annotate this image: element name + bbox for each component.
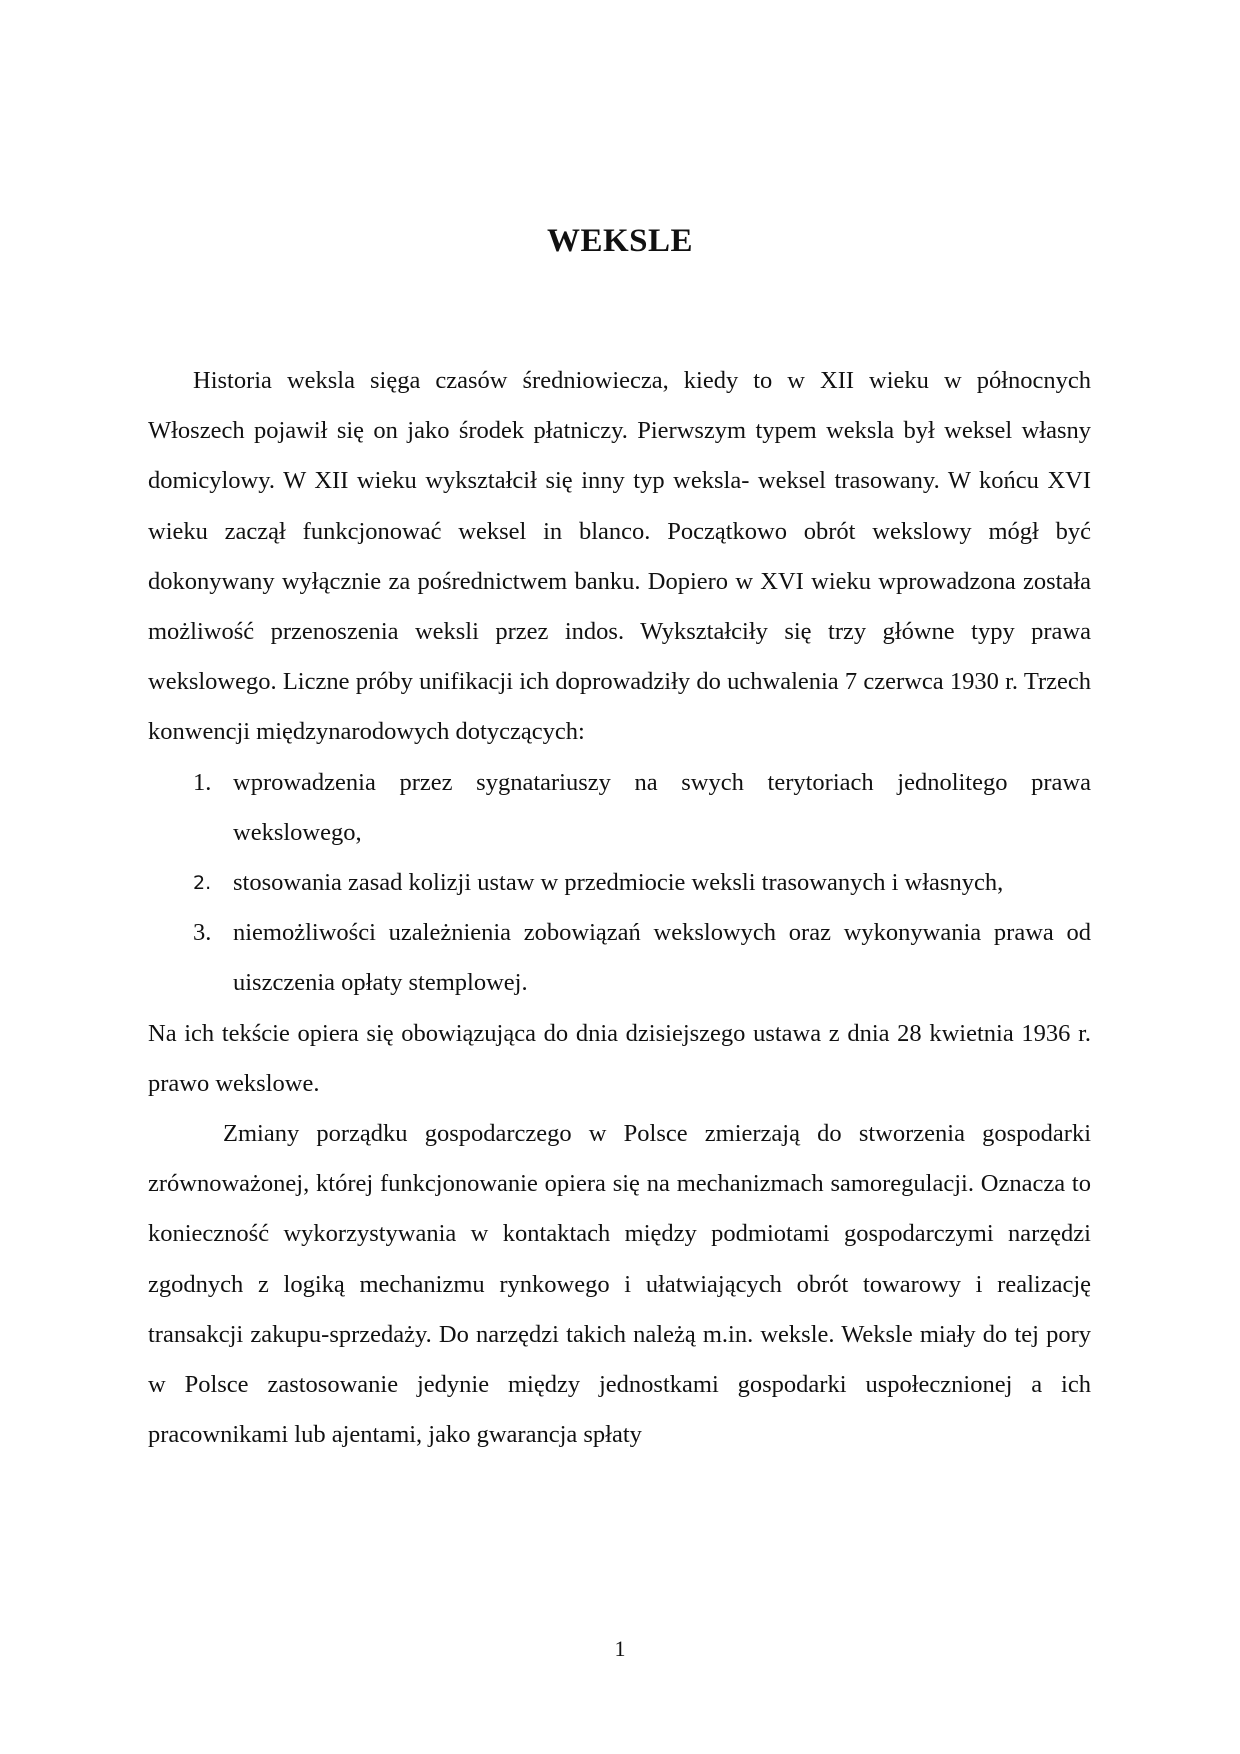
text-line: prawa wekslowego,: [233, 768, 1091, 846]
text-line: prawa od uiszczenia opłaty stemplowej.: [233, 919, 1092, 997]
paragraph-economy: [148, 1109, 1091, 1460]
text-line: czerwca 1930 r. Trzech konwencji międzynarodowych dotyczących:: [148, 668, 1091, 746]
document-title: WEKSLE: [546, 223, 694, 260]
text-line: stosowania zasad kolizji ustaw w przedmiocie weksli trasowanych i: [233, 869, 899, 897]
text-line: weksla był weksel własny domicylowy. W XII wieku wykształcił się inny typ: [148, 417, 1091, 495]
text-line: pory w Polsce zastosowanie jedynie między jednostkami gospodarki: [148, 1320, 1092, 1399]
text-line: wekslowego. Liczne próby unifikacji ich doprowadziły do uchwalenia 7: [148, 668, 858, 696]
text-line: niemożliwości uzależnienia zobowiązań wekslowych oraz wykonywania: [233, 919, 982, 947]
list-item: [148, 908, 1091, 1008]
list-item: [148, 758, 1091, 858]
text-line: własnych,: [904, 869, 1004, 897]
list-number: 3.: [193, 919, 212, 947]
list-item: [148, 858, 1091, 908]
text-line: weksla- weksel trasowany. W końcu XVI wieku zaczął funkcjonować weksel in: [148, 467, 1092, 545]
text-line: blanco. Początkowo obrót wekslowy mógł być dokonywany wyłącznie za: [148, 517, 1091, 595]
text-line: zakupu-sprzedaży. Do narzędzi takich należą m.in. weksle. Weksle miały do tej: [250, 1320, 1039, 1348]
text-line: przenoszenia weksli przez indos. Wykształciły się trzy główne typy prawa: [270, 618, 1091, 646]
text-line: Na ich tekście opiera się obowiązująca do dnia dzisiejszego ustawa z dnia 28: [148, 1019, 922, 1047]
text-line: Historia weksla sięga czasów średniowiecza, kiedy to w XII wieku w: [193, 367, 962, 394]
text-line: kwietnia 1936 r. prawo wekslowe.: [148, 1019, 1091, 1097]
text-line: Zmiany porządku gospodarczego w Polsce zmierzają do stworzenia: [223, 1120, 965, 1148]
document-body: [148, 356, 1091, 1460]
list-number: 1.: [193, 768, 212, 796]
paragraph-history: [148, 356, 1091, 758]
conventions-list: [148, 758, 1091, 1009]
text-line: samoregulacji. Oznacza to konieczność wykorzystywania w kontaktach między: [148, 1170, 1091, 1248]
list-number: 2.: [193, 872, 212, 895]
text-line: wprowadzenia przez sygnatariuszy na swych terytoriach jednolitego: [233, 768, 1008, 796]
page-number: 1: [614, 1636, 626, 1661]
paragraph-after-list: [148, 1009, 1091, 1109]
text-line: rynkowego i ułatwiających obrót towarowy i realizację transakcji: [148, 1270, 1092, 1348]
text-line: uspołecznionej a ich pracownikami lub ajentami, jako gwarancja spłaty: [148, 1371, 1091, 1449]
text-line: północnych Włoszech pojawił się on jako środek płatniczy. Pierwszym typem: [148, 367, 1091, 445]
text-line: gospodarki zrównoważonej, której funkcjonowanie opiera się na mechanizmach: [148, 1120, 1091, 1198]
text-line: podmiotami gospodarczymi narzędzi zgodnych z logiką mechanizmu: [148, 1220, 1091, 1298]
text-line: pośrednictwem banku. Dopiero w XVI wieku wprowadzona została możliwość: [148, 567, 1092, 646]
